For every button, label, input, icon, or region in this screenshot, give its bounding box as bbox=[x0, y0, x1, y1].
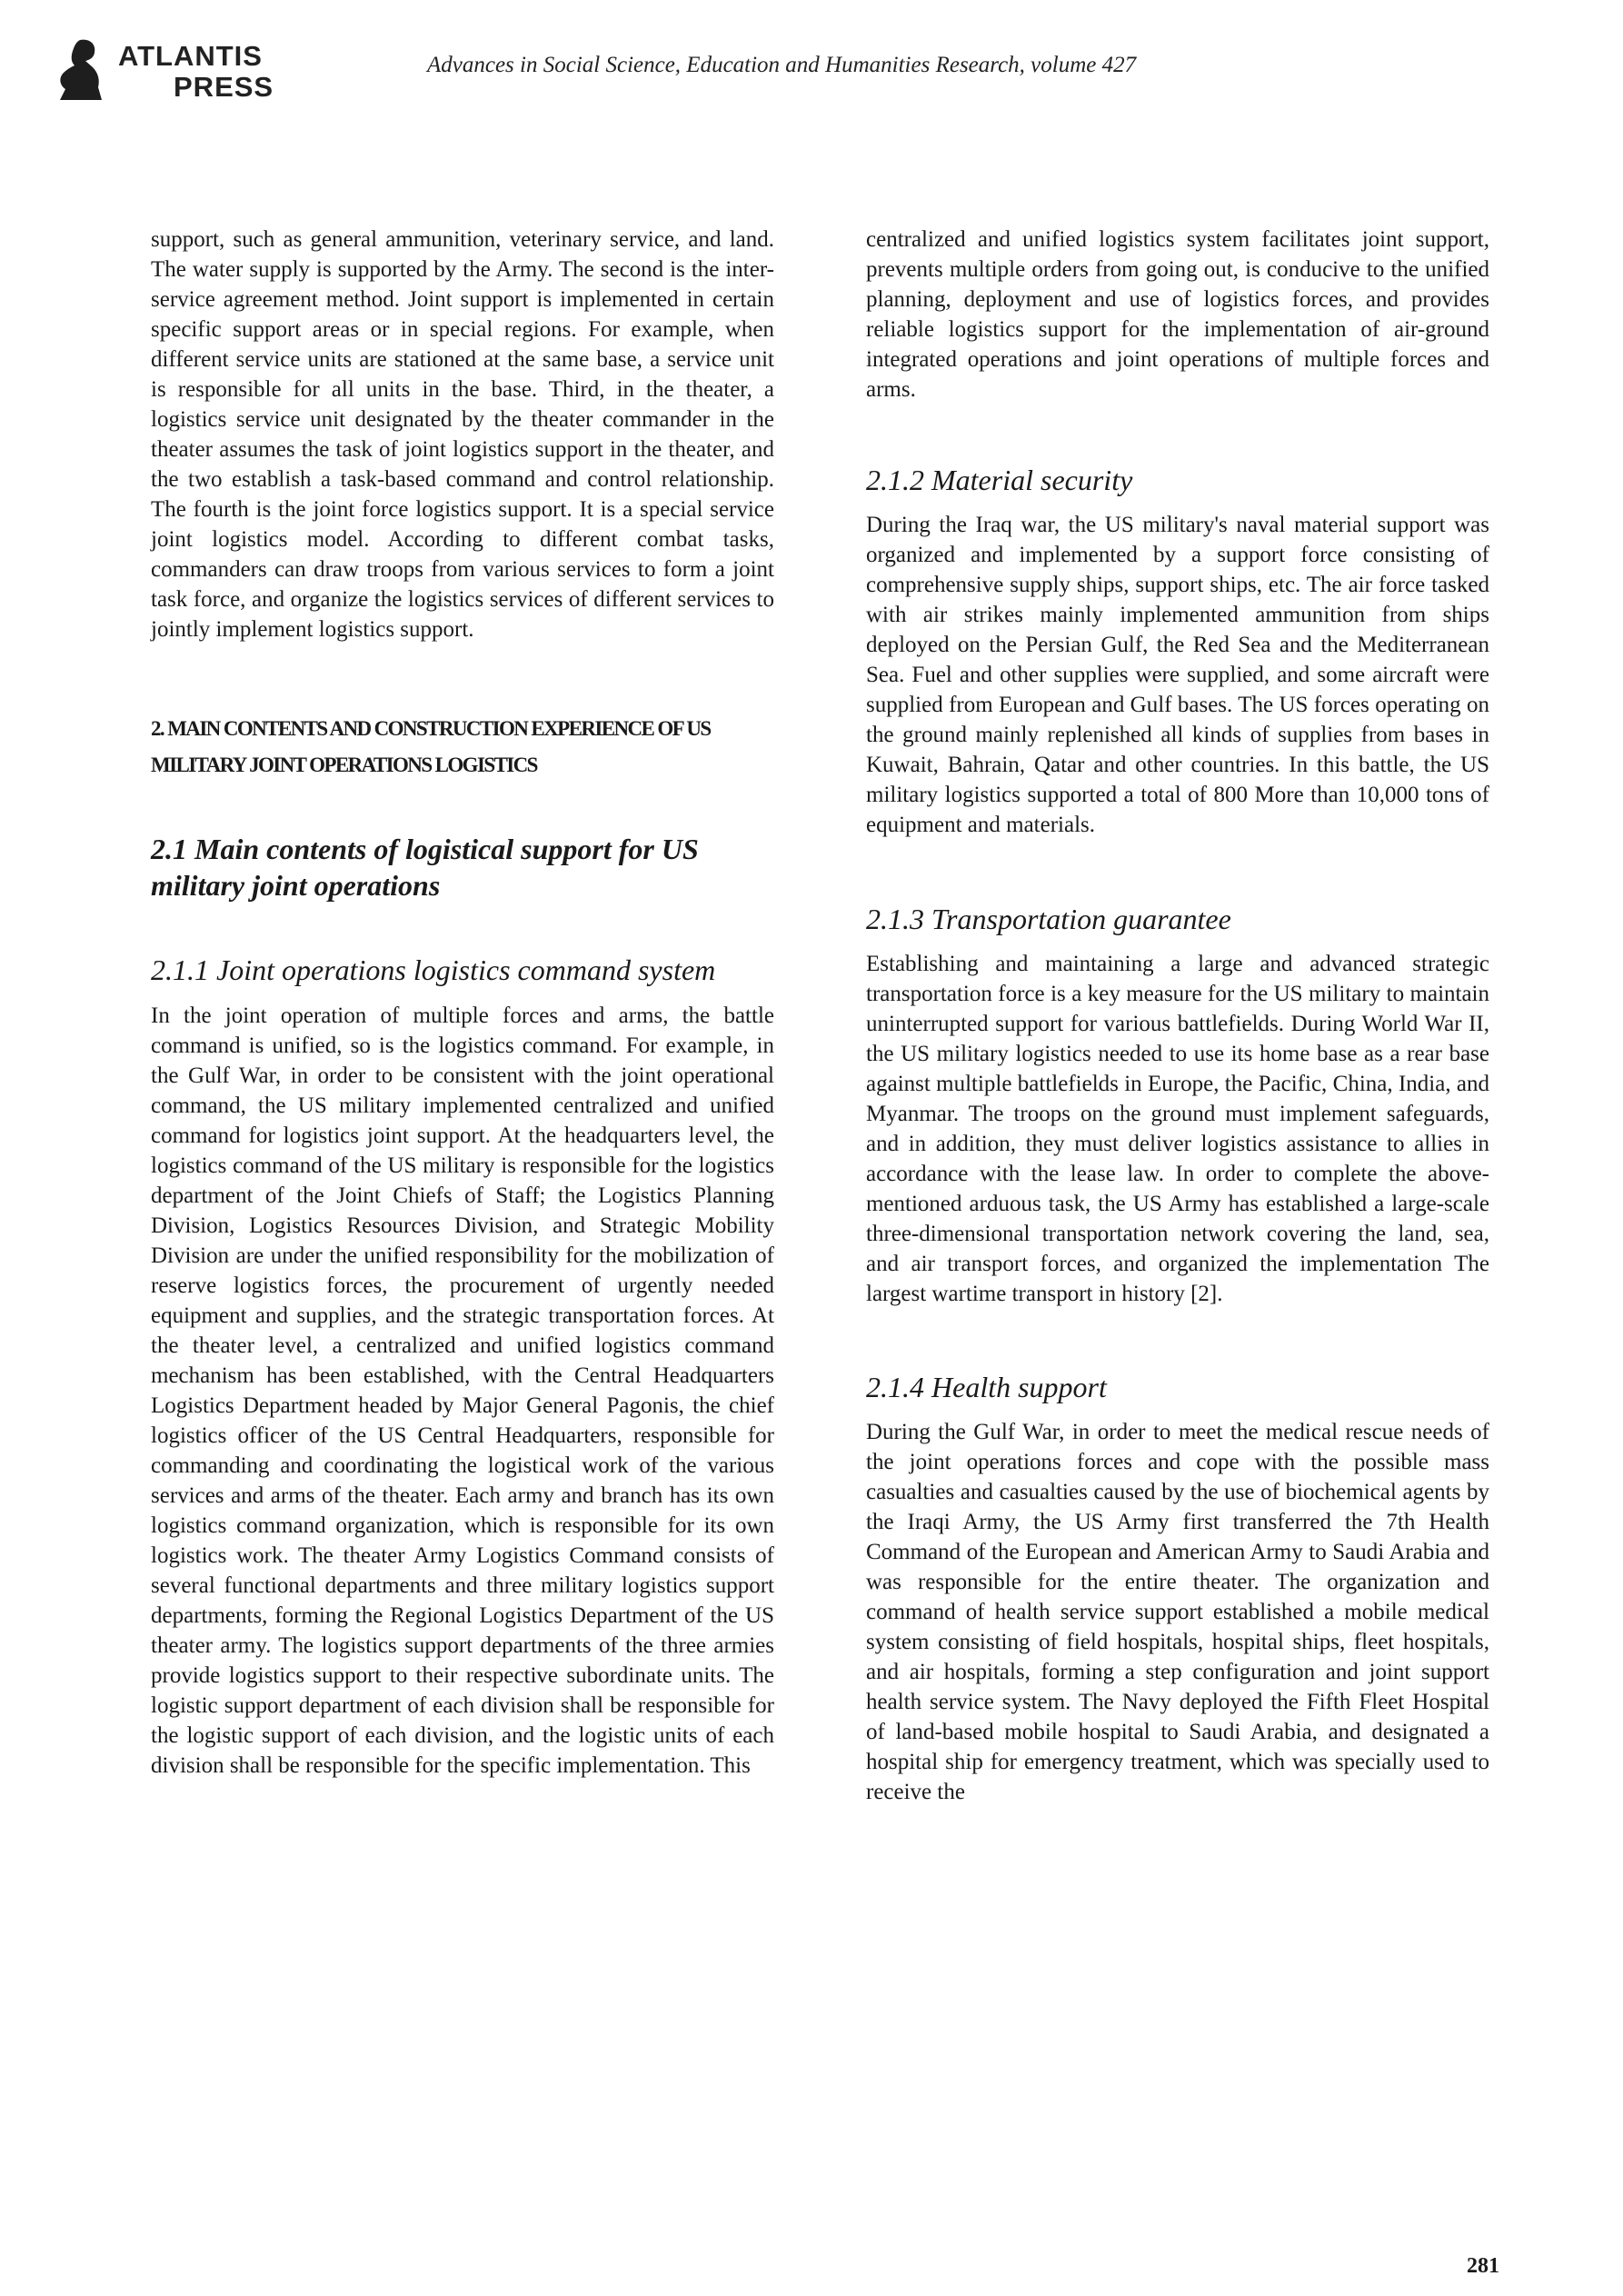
subsubsection-heading: 2.1.3 Transportation guarantee bbox=[866, 903, 1231, 935]
subsection-heading: 2.1 Main contents of logistical support for US military joint operations bbox=[151, 833, 699, 902]
subsubsection-heading: 2.1.4 Health support bbox=[866, 1371, 1107, 1403]
body-paragraph: Establishing and maintaining a large and advanced strategic transportation force is a key measure for the US military to maintain uninterrupted support for various battlefields. During World War II, the US military logistics needed to use its home base as a rear base against multiple battlefields in Europe, the Pacific, China, India, and Myanmar. The troops on the ground must implement safeguards, and in addition, they must deliver logistics assistance to allies in accordance with the lease law. In order to complete the above-mentioned arduous task, the US Army has established a large-scale three-dimensional transportation network covering the land, sea, and air transport forces, and organized the implementation The largest wartime transport in history [2]. bbox=[866, 952, 1489, 1306]
right-column bbox=[866, 225, 1489, 1807]
page-number: 281 bbox=[1467, 2254, 1499, 2278]
body-paragraph: During the Gulf War, in order to meet the medical rescue needs of the joint operations forces and cope with the possible mass casualties and casualties caused by the use of biochemical agents by the Iraqi Army, the US Army first transferred the 7th Health Command of the European and American Army to Saudi Arabia and was responsible for the entire theater. The organization and command of health service support established a mobile medical system consisting of field hospitals, hospital ships, fleet hospitals, and air hospitals, forming a step configuration and joint support health service system. The Navy deployed the Fifth Fleet Hospital of land-based mobile hospital to Saudi Arabia, and designated a hospital ship for emergency treatment, which was specially used to receive the bbox=[866, 1420, 1489, 1804]
logo-text-press: PRESS bbox=[174, 71, 274, 103]
section-heading: 2. MAIN CONTENTS AND CONSTRUCTION EXPERIENCE OF US MILITARY JOINT OPERATIONS LOGISTICS bbox=[151, 717, 711, 776]
subsubsection-heading: 2.1.1 Joint operations logistics command system bbox=[151, 953, 716, 986]
logo-text-atlantis: ATLANTIS bbox=[118, 40, 263, 72]
thinker-statue-icon bbox=[53, 36, 113, 104]
publisher-logo bbox=[53, 36, 274, 107]
body-paragraph: centralized and unified logistics system facilitates joint support, prevents multiple orders from going out, is conducive to the unified planning, deployment and use of logistics forces, and provides reliable logistics support for the implementation of air-ground integrated operations and joint operations of multiple forces and arms. bbox=[866, 227, 1489, 402]
subsubsection-heading: 2.1.2 Material security bbox=[866, 464, 1133, 496]
journal-title: Advances in Social Science, Education and Humanities Research, volume 427 bbox=[427, 53, 1137, 77]
body-paragraph: support, such as general ammunition, veterinary service, and land. The water supply is supported by the Army. The second is the inter-service agreement method. Joint support is implemented in certain specific support areas or in special regions. For example, when different service units are stationed at the same base, a service unit is responsible for all units in the base. Third, in the theater, a logistics service unit designated by the theater commander in the theater assumes the task of joint logistics support in the theater, and the two establish a task-based command and control relationship. The fourth is the joint force logistics support. It is a special service joint logistics model. According to different combat tasks, commanders can draw troops from various services to form a joint task force, and organize the logistics services of different services to jointly implement logistics support. bbox=[151, 227, 774, 642]
left-column bbox=[151, 225, 774, 1781]
body-paragraph: In the joint operation of multiple forces and arms, the battle command is unified, so is the logistics command. For example, in the Gulf War, in order to be consistent with the joint operational command, the US military implemented centralized and unified command for logistics joint support. At the headquarters level, the logistics command of the US military is responsible for the logistics department of the Joint Chiefs of Staff; the Logistics Planning Division, Logistics Resources Division, and Strategic Mobility Division are under the unified responsibility for the mobilization of reserve logistics forces, the procurement of urgently needed equipment and supplies, and the strategic transportation forces. At the theater level, a centralized and unified logistics command mechanism has been established, with the Central Headquarters Logistics Department headed by Major General Pagonis, the chief logistics officer of the US Central Headquarters, responsible for commanding and coordinating the logistical work of the various services and arms of the theater. Each army and branch has its own logistics command organization, which is responsible for its own logistics work. The theater Army Logistics Command consists of several functional departments and three military logistics support departments, forming the Regional Logistics Department of the US theater army. The logistics support departments of the three armies provide logistics support to their respective subordinate units. The logistic support department of each division shall be responsible for the logistic support of each division, and the logistic units of each division shall be responsible for the specific implementation. This bbox=[151, 1003, 774, 1778]
body-paragraph: During the Iraq war, the US military's naval material support was organized and implemented by a support force consisting of comprehensive supply ships, support ships, etc. The air force tasked with air strikes mainly implemented ammunition from ships deployed on the Persian Gulf, the Red Sea and the Mediterranean Sea. Fuel and other supplies were supplied, and some aircraft were supplied from European and Gulf bases. The US forces operating on the ground mainly replenished all kinds of supplies from bases in Kuwait, Bahrain, Qatar and other countries. In this battle, the US military logistics supported a total of 800 More than 10,000 tons of equipment and materials. bbox=[866, 513, 1489, 837]
